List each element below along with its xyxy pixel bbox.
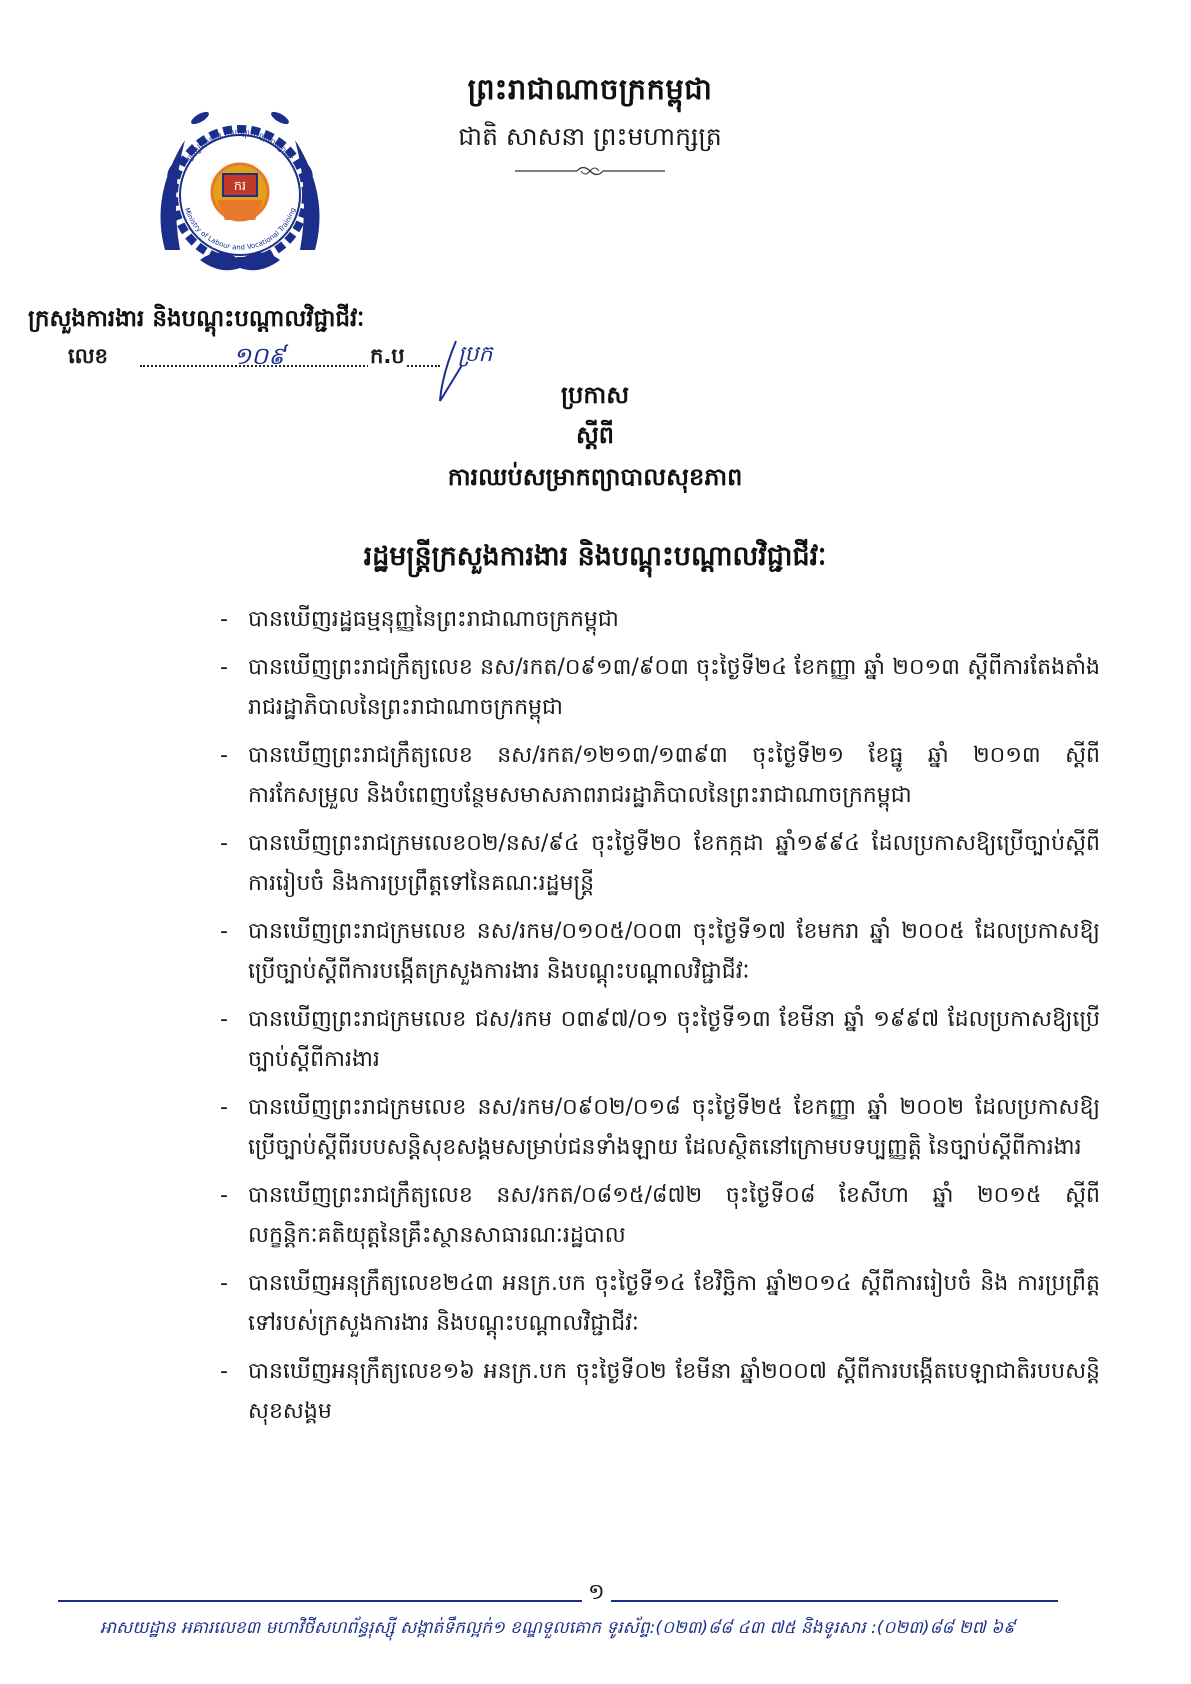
- doc-about-title: ស្តីពី: [575, 421, 615, 449]
- clause-text: បានឃើញព្រះរាជក្រឹត្យលេខ នស/រកត/១២១៣/១៣៩៣ ចុះថ្ងៃទី២១ ខែធ្នូ ឆ្នាំ ២០១៣ ស្តីពីការកែសម្រួល និងបំពេញបន្ថែមសមាសភាពរាជរដ្ឋាភិបាលនៃព្រះរាជាណាចក្រកម្ពុជា: [248, 743, 1100, 808]
- minister-heading: រដ្ឋមន្ត្រីក្រសួងការងារ និងបណ្តុះបណ្តាលវិជ្ជាជីវៈ: [363, 541, 827, 572]
- header-ornament: [515, 163, 665, 179]
- list-item: [220, 1088, 1100, 1168]
- number-value: ១០៩: [233, 342, 286, 370]
- list-item: [220, 648, 1100, 728]
- list-item: [220, 912, 1100, 992]
- list-item: [220, 600, 1100, 640]
- list-item: [220, 824, 1100, 904]
- number-suffix: ក.ប: [368, 343, 407, 374]
- svg-text:Ministry of Labour and Vocatio: Ministry of Labour and Vocational Training: [182, 206, 298, 252]
- clause-text: បានឃើញព្រះរាជក្រមលេខ០២/នស/៩៤ ចុះថ្ងៃទី២០ ខែកក្កដា ឆ្នាំ១៩៩៤ ដែលប្រកាសឱ្យប្រើច្បាប់ស្តីពីការរៀបចំ និងការប្រព្រឹត្តទៅនៃគណៈរដ្ឋមន្ត្រី: [248, 831, 1100, 896]
- list-marker: -: [220, 1183, 228, 1208]
- list-item: [220, 736, 1100, 816]
- clause-text: បានឃើញអនុក្រឹត្យលេខ១៦ អនក្រ.បក ចុះថ្ងៃទី០២ ខែមីនា ឆ្នាំ២០០៧ ស្តីពីការបង្កើតបេឡាជាតិរបបសន្តិសុខសង្គម: [248, 1359, 1100, 1424]
- doc-subject-title: ការឈប់សម្រាកព្យាបាលសុខភាព: [447, 463, 743, 491]
- national-motto: ជាតិ សាសនា ព្រះមហាក្សត្រ: [458, 122, 722, 151]
- svg-text:ក្រសួងការងារ និងបណ្តុះបណ្តាលវិ: ក្រសួងការងារ និងបណ្តុះបណ្តាលវិជ្ជាជីវៈ: [184, 127, 296, 163]
- list-marker: -: [220, 1359, 228, 1384]
- list-item: [220, 1264, 1100, 1344]
- kingdom-title: ព្រះរាជាណាចក្រកម្ពុជា: [467, 72, 713, 106]
- doc-type-title: ប្រកាស: [560, 381, 630, 409]
- svg-text:ករ: ករ: [233, 179, 247, 194]
- document-number: [68, 342, 493, 379]
- list-item: [220, 1352, 1100, 1432]
- list-marker: -: [220, 743, 228, 768]
- clause-text: បានឃើញអនុក្រឹត្យលេខ២៤៣ អនក្រ.បក ចុះថ្ងៃទី១៤ ខែវិច្ឆិកា ឆ្នាំ២០១៤ ស្តីពីការរៀបចំ និង ការប្រព្រឹត្តទៅរបស់ក្រសួងការងារ និងបណ្តុះបណ្តាលវិជ្ជាជីវៈ: [248, 1271, 1100, 1336]
- list-marker: -: [220, 655, 228, 680]
- page-number: ១: [582, 1578, 611, 1610]
- list-marker: -: [220, 1095, 228, 1120]
- clause-text: បានឃើញព្រះរាជក្រមលេខ នស/រកម/០៩០២/០១៨ ចុះថ្ងៃទី២៥ ខែកញ្ញា ឆ្នាំ ២០០២ ដែលប្រកាសឱ្យប្រើច្បាប់ស្តីពីរបបសន្តិសុខសង្គមសម្រាប់ជនទាំងឡាយ ដែលស្ថិតនៅក្រោមបទប្បញ្ញត្តិ នៃច្បាប់ស្តីពីការងារ: [248, 1095, 1100, 1160]
- ministry-logo: [145, 100, 335, 290]
- footer-rule: [58, 1600, 1058, 1602]
- list-item: [220, 1176, 1100, 1256]
- list-marker: -: [220, 607, 228, 632]
- preamble-list: [220, 600, 1100, 1440]
- clause-text: បានឃើញព្រះរាជក្រមលេខ ជស/រកម ០៣៩៧/០១ ចុះថ្ងៃទី១៣ ខែមីនា ឆ្នាំ ១៩៩៧ ដែលប្រកាសឱ្យប្រើច្បាប់ស្តីពីការងារ: [248, 1007, 1100, 1072]
- list-marker: -: [220, 1007, 228, 1032]
- clause-text: បានឃើញព្រះរាជក្រមលេខ នស/រកម/០១០៥/០០៣ ចុះថ្ងៃទី១៧ ខែមករា ឆ្នាំ ២០០៥ ដែលប្រកាសឱ្យប្រើច្បាប់ស្តីពីការបង្កើតក្រសួងការងារ និងបណ្តុះបណ្តាលវិជ្ជាជីវៈ: [248, 919, 1100, 984]
- footer-address: អាសយដ្ឋាន អគារលេខ៣ មហាវិថីសហព័ន្ធរុស្ស៊ី សង្កាត់ទឹកល្អក់១ ខណ្ឌទួលគោក ទូរស័ព្ទ:(០២៣)៨៨ ៤៣ ៧៥ និងទូរសារ :(០២៣)៨៨ ២៧ ៦៩: [100, 1618, 1016, 1638]
- number-label: លេខ: [68, 344, 108, 368]
- clause-text: បានឃើញព្រះរាជក្រឹត្យលេខ នស/រកត/០៨១៥/៨៧២ ចុះថ្ងៃទី០៨ ខែសីហា ឆ្នាំ ២០១៥ ស្តីពីលក្ខន្តិកៈគតិយុត្តនៃគ្រឹះស្ថានសាធារណៈរដ្ឋបាល: [248, 1183, 1100, 1248]
- clause-text: បានឃើញព្រះរាជក្រឹត្យលេខ នស/រកត/០៩១៣/៩០៣ ចុះថ្ងៃទី២៤ ខែកញ្ញា ឆ្នាំ ២០១៣ ស្តីពីការតែងតាំងរាជរដ្ឋាភិបាលនៃព្រះរាជាណាចក្រកម្ពុជា: [248, 655, 1100, 720]
- list-marker: -: [220, 1271, 228, 1296]
- list-marker: -: [220, 919, 228, 944]
- ministry-name: ក្រសួងការងារ និងបណ្តុះបណ្តាលវិជ្ជាជីវៈ: [28, 306, 365, 332]
- svg-text:ប្រក: ប្រក: [458, 342, 493, 367]
- list-item: [220, 1000, 1100, 1080]
- clause-text: បានឃើញរដ្ឋធម្មនុញ្ញនៃព្រះរាជាណាចក្រកម្ពុជា: [248, 607, 619, 632]
- list-marker: -: [220, 831, 228, 856]
